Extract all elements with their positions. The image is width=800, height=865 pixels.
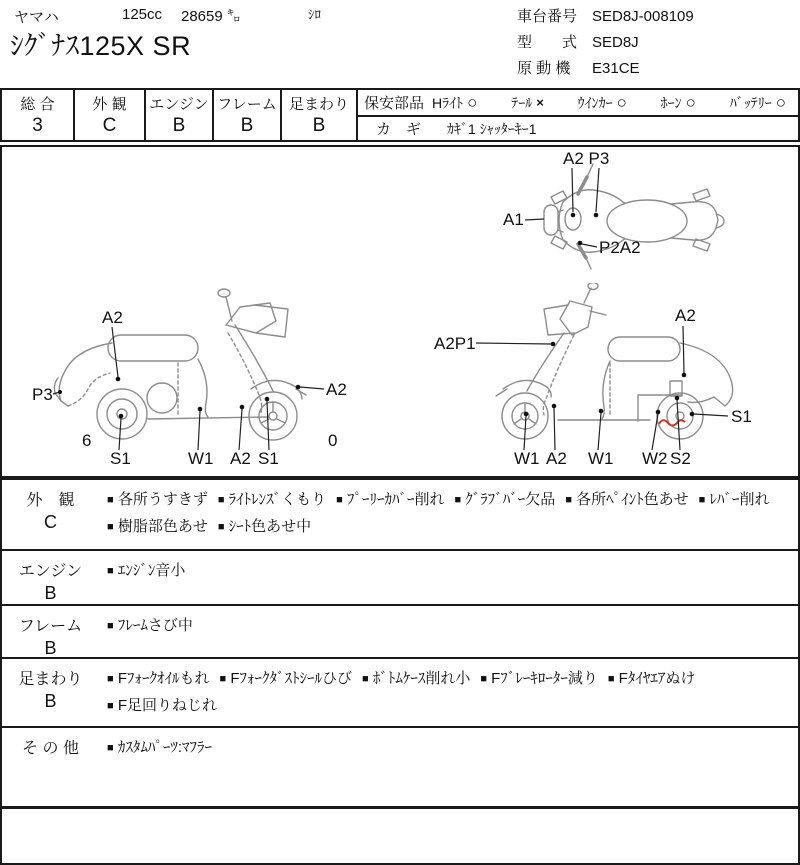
section-grade: C [44, 512, 57, 532]
section-label [2, 659, 99, 726]
section-row [2, 480, 798, 551]
section-remarks [99, 480, 798, 549]
bullet-icon: ■ [107, 620, 114, 632]
rating-value: 3 [32, 115, 43, 136]
status-cross: × [536, 95, 544, 110]
bullet-icon: ■ [217, 521, 225, 533]
remark-item: ■ ｸﾞﾗﾌﾞﾊﾞｰ欠品 [454, 491, 556, 508]
section-remarks [99, 551, 798, 604]
engine-code-row [517, 56, 694, 82]
remark-item: ■ ﾌﾚｰﾑさび中 [107, 617, 193, 634]
mileage-value: 28659 [181, 8, 223, 25]
chassis-number-value: SED8J-008109 [592, 8, 694, 25]
remark-item: ■ Fﾌｫｰｸｵｲﾙもれ [107, 670, 210, 687]
section-label [2, 728, 99, 806]
rating-cell [2, 90, 75, 140]
remark-item: ■ Fﾌｫｰｸﾀﾞｽﾄｼｰﾙひび [219, 670, 352, 687]
bullet-icon: ■ [607, 673, 615, 685]
rating-label: エンジン [149, 96, 209, 113]
remark-item: ■ ﾎﾞﾄﾑｹｰｽ削れ小 [362, 670, 471, 687]
right-view-label-a2-top: A2 [675, 306, 696, 325]
rating-label: 外 観 [92, 96, 127, 113]
chassis-number-label: 車台番号 [517, 8, 578, 25]
status-circle: ○ [467, 92, 478, 112]
chassis-number-row [517, 4, 694, 30]
bullet-icon: ■ [362, 673, 369, 685]
safety-part [432, 93, 477, 113]
bullet-icon: ■ [219, 673, 227, 685]
left-view-label-s1-front: S1 [258, 449, 279, 468]
right-view-label-a2p1: A2P1 [434, 334, 476, 353]
remark-item: ■ ｼｰﾄ色あせ中 [217, 518, 312, 535]
remark-item: ■ ﾗｲﾄﾚﾝｽﾞくもり [217, 491, 327, 508]
left-view-label-a2-fender: A2 [326, 380, 347, 399]
rating-cell [75, 90, 146, 140]
left-view-label-0: 0 [328, 431, 338, 450]
key-value: ｶｷﾞ1 ｼｬｯﾀｰｷｰ1 [447, 120, 537, 137]
remark-item: ■ ﾌﾟｰﾘｰｶﾊﾞｰ削れ [336, 491, 445, 508]
safety-parts-label: 保安部品 [364, 95, 425, 112]
displacement: 125cc [122, 6, 163, 23]
bullet-icon: ■ [480, 673, 487, 685]
safety-part-name: ﾃｰﾙ [511, 94, 533, 111]
bullet-icon: ■ [565, 494, 572, 506]
left-view-label-a2-top: A2 [102, 308, 123, 327]
safety-part [578, 93, 627, 113]
empty-row [2, 809, 798, 863]
safety-part [730, 93, 786, 113]
remark-item: ■ F足回りねじれ [107, 697, 217, 714]
remark-item: ■ 各所うすきず [107, 491, 208, 508]
bullet-icon: ■ [107, 673, 114, 685]
engine-code-value: E31CE [592, 60, 640, 77]
left-view-label-a2-front: A2 [230, 449, 251, 468]
section-row [2, 551, 798, 606]
remark-item: ■ ｶｽﾀﾑﾊﾟｰﾂ:ﾏﾌﾗｰ [107, 739, 212, 756]
section-name: 足まわり [18, 671, 83, 688]
bullet-icon: ■ [107, 565, 114, 577]
ratings-table [0, 88, 800, 142]
scooter-top-view [497, 150, 797, 275]
rating-label: 総 合 [20, 96, 55, 113]
bullet-icon: ■ [698, 494, 706, 506]
engine-code-label: 原 動 機 [517, 60, 571, 77]
remark-item: ■ 各所ﾍﾟｲﾝﾄ色あせ [565, 491, 689, 508]
left-view-label-p3: P3 [32, 385, 53, 404]
section-label [2, 480, 99, 549]
rating-label: フレーム [217, 96, 277, 113]
safety-part-name: ﾊﾞｯﾃﾘｰ [729, 94, 772, 111]
safety-part-name: Hﾗｲﾄ [432, 94, 464, 111]
left-view-label-6: 6 [82, 431, 92, 450]
section-grade: B [44, 691, 57, 711]
right-view-label-w1-front: W1 [514, 449, 540, 468]
top-view-label-p2a2: P2A2 [599, 238, 641, 257]
model-code-value: SED8J [592, 34, 639, 51]
section-remarks [99, 728, 798, 806]
bullet-icon: ■ [217, 494, 225, 506]
scooter-right-view [432, 283, 772, 473]
rating-cell [282, 90, 358, 140]
status-circle: ○ [616, 92, 627, 112]
condition-sections [0, 478, 800, 865]
safety-part [661, 93, 696, 113]
section-name: そ の 他 [22, 740, 79, 757]
color-code: ｼﾛ [308, 7, 321, 22]
section-row [2, 659, 798, 728]
damage-diagram-panel [0, 145, 800, 478]
left-view-label-w1: W1 [188, 449, 214, 468]
top-view-label-a2p3: A2 P3 [563, 150, 610, 168]
right-view-label-a2-bottom: A2 [546, 449, 567, 468]
section-remarks [99, 606, 798, 657]
mileage-unit: ㌔ [226, 8, 241, 24]
status-circle: ○ [685, 92, 696, 112]
remark-item: ■ ｴﾝｼﾞﾝ音小 [107, 562, 186, 579]
section-grade: B [44, 638, 57, 658]
model-code-label: 型 式 [517, 34, 578, 51]
bullet-icon: ■ [107, 494, 114, 506]
section-label [2, 606, 99, 657]
rating-label: 足まわり [288, 96, 349, 113]
safety-part-name: ﾎｰﾝ [660, 94, 682, 111]
section-row [2, 728, 798, 809]
rating-value: B [240, 115, 254, 136]
status-circle: ○ [775, 92, 786, 112]
remark-item: ■ 樹脂部色あせ [107, 518, 208, 535]
bullet-icon: ■ [107, 521, 114, 533]
model-code-row [517, 30, 694, 56]
bullet-icon: ■ [336, 494, 343, 506]
model-title: ｼｸﾞﾅｽ125X SR [10, 31, 192, 61]
bullet-icon: ■ [107, 700, 114, 712]
left-view-label-s1-rear: S1 [110, 449, 131, 468]
remark-item: ■ Fﾌﾞﾚｰｷﾛｰﾀｰ減り [480, 670, 598, 687]
section-name: フレーム [18, 618, 83, 635]
safety-part-name: ｳｲﾝｶｰ [577, 94, 613, 111]
section-grade: B [44, 583, 57, 603]
section-row [2, 606, 798, 659]
bullet-icon: ■ [454, 494, 462, 506]
remark-item: ■ ﾚﾊﾞｰ削れ [698, 491, 770, 508]
section-remarks [99, 659, 798, 726]
safety-area [358, 90, 798, 140]
maker-name: ヤマハ [14, 9, 59, 26]
right-view-label-w1-mid: W1 [588, 449, 614, 468]
vehicle-id-block [517, 4, 694, 82]
bullet-icon: ■ [107, 742, 114, 754]
safety-parts-row [358, 90, 798, 117]
rating-cell [146, 90, 214, 140]
safety-items [432, 93, 786, 113]
scooter-left-view [30, 283, 355, 473]
mileage [181, 6, 241, 26]
rating-value: C [102, 115, 117, 136]
right-view-label-s2: S2 [670, 449, 691, 468]
key-row [358, 117, 798, 140]
right-view-label-s1: S1 [731, 407, 752, 426]
safety-part [511, 93, 544, 113]
section-label [2, 551, 99, 604]
key-label: カ ギ [376, 121, 422, 138]
rating-value: B [172, 115, 186, 136]
rating-cell [214, 90, 282, 140]
right-view-label-w2: W2 [642, 449, 668, 468]
rating-value: B [312, 115, 326, 136]
top-view-label-a1: A1 [503, 210, 524, 229]
section-name: 外 観 [26, 492, 75, 509]
section-name: エンジン [18, 563, 83, 580]
remark-item: ■ Fﾀｲﾔｴｱぬけ [607, 670, 696, 687]
